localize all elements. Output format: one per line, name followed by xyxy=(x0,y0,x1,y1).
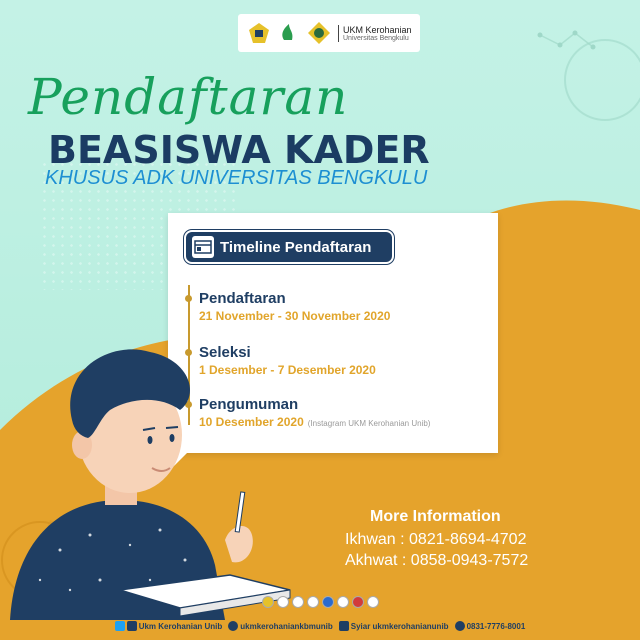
book-logo-icon xyxy=(246,20,272,46)
timeline-dot xyxy=(185,295,192,302)
timeline-label-pendaftaran: Pendaftaran xyxy=(199,290,286,307)
main-title: BEASISWA KADER xyxy=(48,128,430,172)
contact-akhwat: Akhwat : 0858-0943-7572 xyxy=(345,552,529,569)
partner-logo-icon xyxy=(322,596,334,608)
timeline-date-pendaftaran: 21 November - 30 November 2020 xyxy=(199,309,391,323)
pengumuman-date: 10 Desember 2020 xyxy=(199,415,304,429)
instagram-icon xyxy=(228,621,238,631)
pengumuman-note: (Instagram UKM Kerohanian Unib) xyxy=(307,419,431,428)
header-logos xyxy=(238,14,420,52)
timeline-heading: Timeline Pendaftaran xyxy=(220,238,372,256)
ukm-name: UKM Kerohanian xyxy=(343,24,412,35)
youtube-handle: Syiar ukmkerohanianunib xyxy=(350,621,449,631)
pen-flame-logo-icon xyxy=(276,20,302,46)
timeline-heading-pill xyxy=(186,232,392,262)
whatsapp-number: 0831-7776-8001 xyxy=(466,621,526,631)
partner-logo-icon xyxy=(292,596,304,608)
partner-logo-icon xyxy=(352,596,364,608)
instagram-handle: ukmkerohaniankbmunib xyxy=(240,621,333,631)
more-info-title: More Information xyxy=(370,508,501,525)
twitter-icon xyxy=(115,621,125,631)
whatsapp-icon xyxy=(455,621,465,631)
facebook-handle: Ukm Kerohanian Unib xyxy=(138,621,223,631)
facebook-icon xyxy=(127,621,137,631)
partner-logo-icon xyxy=(262,596,274,608)
partner-logo-icon xyxy=(307,596,319,608)
youtube-icon xyxy=(339,621,349,631)
partner-logo-icon xyxy=(277,596,289,608)
footer-whatsapp[interactable] xyxy=(455,621,526,631)
ukm-university: Universitas Bengkulu xyxy=(343,34,409,42)
contact-ikhwan: Ikhwan : 0821-8694-4702 xyxy=(345,531,527,548)
script-title: Pendaftaran xyxy=(28,68,349,126)
footer-social xyxy=(0,612,640,640)
partner-logo-icon xyxy=(337,596,349,608)
timeline-label-seleksi: Seleksi xyxy=(199,344,251,361)
document-icon xyxy=(192,236,214,258)
mosque-logo-icon xyxy=(306,20,332,46)
ukm-logo-text xyxy=(338,25,412,42)
footer-facebook[interactable] xyxy=(115,621,223,631)
footer-instagram[interactable] xyxy=(228,621,332,631)
partner-logo-icon xyxy=(367,596,379,608)
student-illustration xyxy=(0,340,300,620)
footer-youtube[interactable] xyxy=(339,621,449,631)
sub-title: KHUSUS ADK UNIVERSITAS BENGKULU xyxy=(45,167,428,189)
partner-logos xyxy=(262,596,379,608)
timeline-date-seleksi: 1 Desember - 7 Desember 2020 xyxy=(199,363,376,377)
timeline-label-pengumuman: Pengumuman xyxy=(199,396,299,413)
